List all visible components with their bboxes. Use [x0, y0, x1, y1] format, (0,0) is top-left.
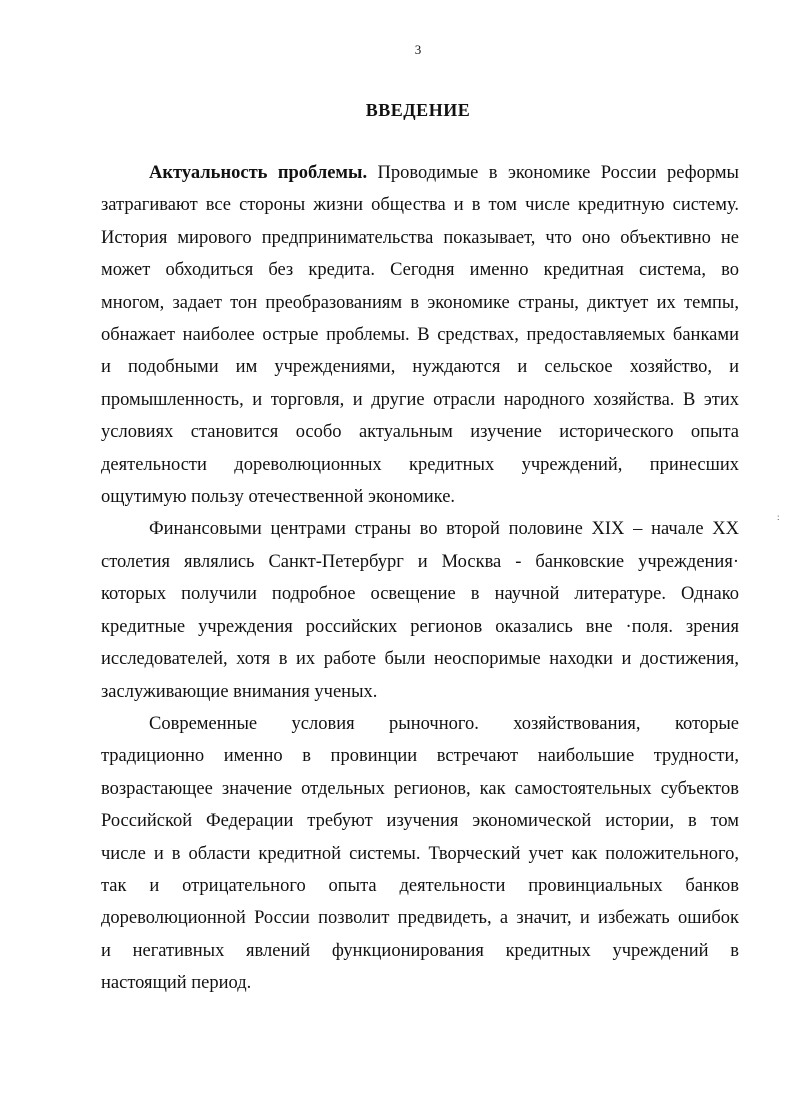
paragraph-line: кредитные учреждения российских регионов оказались вне ·поля. зрения	[101, 616, 739, 637]
paragraph-line: обнажает наиболее острые проблемы. В средствах, предоставляемых банками	[101, 325, 739, 346]
paragraph-line: возрастающее значение отдельных регионов, как самостоятельных субъектов	[101, 778, 739, 799]
paragraph-line: Финансовыми центрами страны во второй половине XIX – начале XX	[149, 519, 739, 540]
paragraph-line: многом, задает тон преобразованиям в экономике страны, диктует их темпы,	[101, 292, 739, 313]
paragraph-line: промышленность, и торговля, и другие отрасли народного хозяйства. В этих	[101, 389, 739, 410]
paragraph-line: настоящий период.	[101, 973, 252, 994]
paragraph-line: Современные условия рыночного. хозяйствования, которые	[149, 713, 739, 734]
paragraph-line: которых получили подробное освещение в научной литературе. Однако	[101, 584, 739, 605]
paragraph-line: исследователей, хотя в их работе были неоспоримые находки и достижения,	[101, 649, 739, 670]
paragraph-lead: Актуальность проблемы.	[149, 163, 368, 183]
paragraph-line: числе и в области кредитной системы. Творческий учет как положительного,	[101, 843, 739, 864]
page-title: ВВЕДЕНИЕ	[365, 100, 471, 120]
paragraph-line: условиях становится особо актуальным изучение исторического опыта	[101, 422, 739, 443]
paragraph-line: столетия являлись Санкт-Петербург и Москва - банковские учреждения·	[101, 551, 739, 572]
paragraph-line: деятельности дореволюционных кредитных учреждений, принесших	[101, 454, 739, 475]
paragraph-line: традиционно именно в провинции встречают наибольшие трудности,	[101, 746, 739, 767]
page-number: 3	[414, 42, 422, 57]
margin-mark: :	[777, 512, 780, 522]
body-text	[101, 157, 739, 1000]
paragraph-relevance	[101, 157, 739, 513]
paragraph-line: Актуальность проблемы. Проводимые в экономике России реформы	[149, 163, 739, 183]
paragraph-line: и подобными им учреждениями, нуждаются и сельское хозяйство, и	[101, 357, 739, 378]
paragraph-line: дореволюционной России позволит предвидеть, а значит, и избежать ошибок	[101, 908, 739, 929]
paragraph-line: так и отрицательного опыта деятельности провинциальных банков	[101, 875, 739, 896]
paragraph-line: История мирового предпринимательства показывает, что оно объективно не	[101, 227, 739, 248]
paragraph-line: заслуживающие внимания ученых.	[101, 681, 378, 702]
paragraph-modern-conditions	[101, 708, 739, 1000]
paragraph-line: может обходиться без кредита. Сегодня именно кредитная система, во	[101, 260, 739, 281]
paragraph-financial-centers	[101, 513, 739, 707]
paragraph-line: ощутимую пользу отечественной экономике.	[101, 487, 456, 508]
paragraph-line: затрагивают все стороны жизни общества и в том числе кредитную систему.	[101, 195, 739, 216]
paragraph-line: Российской Федерации требуют изучения экономической истории, в том	[101, 811, 739, 832]
paragraph-line: и негативных явлений функционирования кредитных учреждений в	[101, 940, 739, 961]
